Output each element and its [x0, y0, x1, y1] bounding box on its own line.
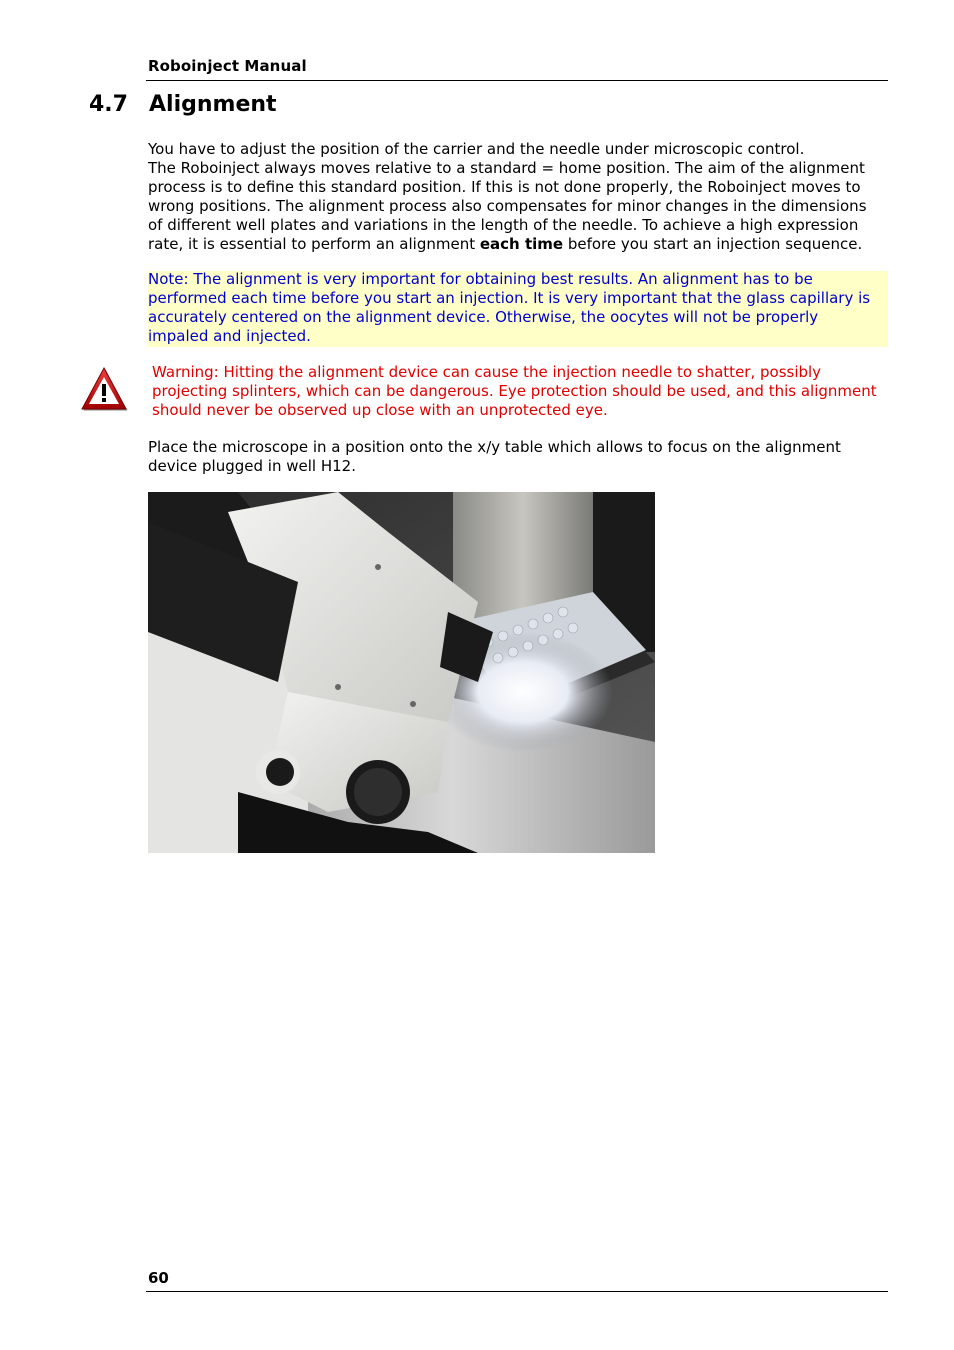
- page-number: 60: [148, 1269, 169, 1287]
- warning-triangle-icon: [80, 366, 128, 412]
- section-number: 4.7: [89, 92, 128, 117]
- intro-bold: each time: [479, 235, 564, 253]
- warning-text: Warning: Hitting the alignment device can cause the injection needle to shatter, possibly projecting splinters, which can be dangerous. Eye protection should be used, and this alignment should never be observed up close with an unprotected eye.: [152, 363, 877, 419]
- intro-body: The Roboinject always moves relative to a standard = home position. The aim of the alignment process is to define this standard position. If this is not done properly, the Roboinject moves to wrong positions. The alignment process also compensates for minor changes in the dimensions of different well plates and variations in the length of the needle. To achieve a high expression rate, it is essential to perform an alignment: [148, 159, 867, 253]
- intro-line1: You have to adjust the position of the carrier and the needle under microscopic control.: [148, 140, 805, 158]
- section-title: Alignment: [149, 92, 277, 117]
- intro-body-end: before you start an injection sequence.: [563, 235, 863, 253]
- intro-paragraph: [148, 140, 878, 254]
- running-header-title: Roboinject Manual: [148, 57, 307, 75]
- header-divider: [146, 80, 888, 81]
- microscope-photo: [148, 492, 655, 853]
- note-text: Note: The alignment is very important for obtaining best results. An alignment has to be performed each time before you start an injection. It is very important that the glass capillary is accurately centered on the alignment device. Otherwise, the oocytes will not be properly impaled and injected.: [148, 270, 871, 345]
- section-heading: [89, 92, 277, 117]
- placement-paragraph: Place the microscope in a position onto the x/y table which allows to focus on the alignment device plugged in well H12.: [148, 438, 841, 475]
- footer-divider: [146, 1291, 888, 1292]
